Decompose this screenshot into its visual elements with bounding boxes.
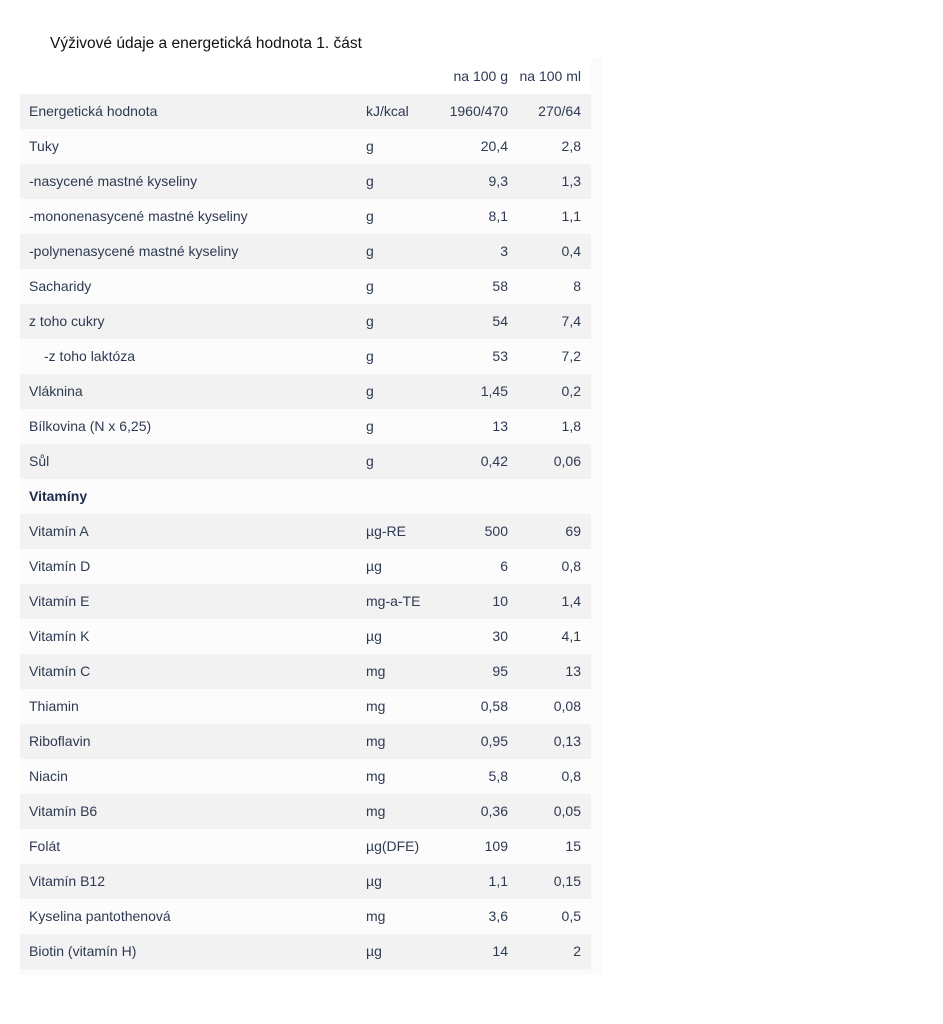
- row-unit: µg: [366, 628, 382, 644]
- row-unit: mg: [366, 698, 386, 714]
- row-per-100g: 14: [492, 943, 508, 959]
- row-per-100ml: 270/64: [538, 103, 581, 119]
- row-name: Sacharidy: [29, 278, 92, 294]
- row-per-100g: 5,8: [488, 768, 508, 784]
- row-per-100ml: 1,3: [561, 173, 581, 189]
- row-per-100ml: 0,15: [553, 873, 581, 889]
- row-per-100ml: 0,5: [561, 908, 581, 924]
- table-body: [20, 94, 602, 969]
- row-name: Vitamín D: [29, 558, 91, 574]
- row-name: -z toho laktóza: [44, 348, 136, 364]
- row-per-100ml: 8: [573, 278, 581, 294]
- row-per-100ml: 0,8: [561, 558, 581, 574]
- row-per-100ml: 0,05: [553, 803, 581, 819]
- row-name: Vitamín C: [29, 663, 91, 679]
- row-unit: mg: [366, 768, 386, 784]
- table-row: [20, 654, 591, 689]
- row-per-100g: 8,1: [488, 208, 508, 224]
- row-per-100ml: 15: [565, 838, 581, 854]
- table-row: [20, 724, 591, 759]
- row-per-100ml: 0,13: [553, 733, 581, 749]
- row-per-100g: 3: [500, 243, 508, 259]
- row-per-100g: 53: [492, 348, 508, 364]
- row-unit: kJ/kcal: [366, 103, 409, 119]
- table-row: [20, 374, 591, 409]
- row-unit: g: [366, 348, 374, 364]
- row-name: Thiamin: [29, 698, 79, 714]
- table-row: [20, 899, 591, 934]
- table-row: [20, 864, 591, 899]
- row-unit: µg: [366, 558, 382, 574]
- document-title: Výživové údaje a energetická hodnota 1. část: [50, 35, 362, 52]
- row-per-100ml: 0,06: [553, 453, 581, 469]
- row-per-100g: 109: [484, 838, 508, 854]
- row-unit: mg: [366, 663, 386, 679]
- row-per-100ml: 0,2: [561, 383, 581, 399]
- row-name: Sůl: [29, 453, 50, 469]
- row-name: Vitamín A: [29, 523, 89, 539]
- row-name: z toho cukry: [29, 313, 105, 329]
- row-per-100ml: 13: [565, 663, 581, 679]
- row-name: Tuky: [29, 138, 59, 154]
- row-per-100ml: 2: [573, 943, 581, 959]
- row-name: Vitamín K: [29, 628, 90, 644]
- table-row: [20, 164, 591, 199]
- row-name: Vitamíny: [29, 488, 88, 504]
- row-name: Vitamín E: [29, 593, 90, 609]
- row-per-100ml: 7,2: [561, 348, 581, 364]
- table-row: [20, 759, 591, 794]
- row-per-100g: 1960/470: [449, 103, 508, 119]
- table-row: [20, 234, 591, 269]
- row-unit: g: [366, 173, 374, 189]
- row-unit: g: [366, 383, 374, 399]
- row-per-100ml: 0,4: [561, 243, 581, 259]
- table-row: [20, 514, 591, 549]
- table-row: [20, 934, 591, 969]
- row-name: -mononenasycené mastné kyseliny: [29, 208, 248, 224]
- row-unit: mg: [366, 803, 386, 819]
- row-per-100ml: 4,1: [561, 628, 581, 644]
- table-row: [20, 619, 591, 654]
- row-name: -polynenasycené mastné kyseliny: [29, 243, 239, 259]
- row-unit: µg: [366, 873, 382, 889]
- row-name: Vláknina: [29, 383, 83, 399]
- row-unit: g: [366, 418, 374, 434]
- row-per-100ml: 7,4: [561, 313, 581, 329]
- row-per-100ml: 2,8: [561, 138, 581, 154]
- row-name: Riboflavin: [29, 733, 91, 749]
- table-row: [20, 829, 591, 864]
- table-row: [20, 549, 591, 584]
- row-unit: g: [366, 278, 374, 294]
- row-per-100g: 54: [492, 313, 508, 329]
- row-per-100g: 10: [492, 593, 508, 609]
- row-name: Bílkovina (N x 6,25): [29, 418, 152, 434]
- row-name: Folát: [29, 838, 61, 854]
- row-per-100g: 1,1: [488, 873, 508, 889]
- row-name: Kyselina pantothenová: [29, 908, 171, 924]
- row-unit: µg-RE: [366, 523, 406, 539]
- table-row: [20, 304, 591, 339]
- row-name: -nasycené mastné kyseliny: [29, 173, 198, 189]
- row-per-100g: 0,42: [480, 453, 508, 469]
- table-row: [20, 94, 591, 129]
- row-per-100ml: 0,8: [561, 768, 581, 784]
- table-header: [20, 58, 591, 94]
- header-per-100ml: na 100 ml: [519, 68, 581, 84]
- table-row: [20, 794, 591, 829]
- row-per-100ml: 1,1: [561, 208, 581, 224]
- table-row: [20, 444, 591, 479]
- row-unit: g: [366, 208, 374, 224]
- row-per-100ml: 69: [565, 523, 581, 539]
- row-per-100ml: 1,4: [561, 593, 581, 609]
- row-name: Biotin (vitamín H): [29, 943, 137, 959]
- row-per-100g: 500: [484, 523, 508, 539]
- row-unit: g: [366, 243, 374, 259]
- row-unit: mg-a-TE: [366, 593, 421, 609]
- row-unit: g: [366, 138, 374, 154]
- table-row: [20, 689, 591, 724]
- row-unit: g: [366, 453, 374, 469]
- row-per-100ml: 1,8: [561, 418, 581, 434]
- row-per-100g: 9,3: [488, 173, 508, 189]
- row-per-100g: 6: [500, 558, 508, 574]
- table-row: [20, 129, 591, 164]
- table-row: [20, 479, 591, 514]
- row-per-100ml: 0,08: [553, 698, 581, 714]
- row-per-100g: 0,95: [480, 733, 508, 749]
- row-per-100g: 3,6: [488, 908, 508, 924]
- row-per-100g: 1,45: [480, 383, 508, 399]
- row-per-100g: 13: [492, 418, 508, 434]
- row-per-100g: 95: [492, 663, 508, 679]
- row-unit: mg: [366, 908, 386, 924]
- row-name: Niacin: [29, 768, 68, 784]
- row-unit: µg: [366, 943, 382, 959]
- row-name: Vitamín B6: [29, 803, 98, 819]
- row-unit: mg: [366, 733, 386, 749]
- row-per-100g: 30: [492, 628, 508, 644]
- row-unit: µg(DFE): [366, 838, 420, 854]
- row-per-100g: 0,36: [480, 803, 508, 819]
- table-row: [20, 339, 591, 374]
- table-row: [20, 584, 591, 619]
- table-row: [20, 199, 591, 234]
- nutrition-table: [20, 58, 602, 975]
- header-per-100g: na 100 g: [453, 68, 508, 84]
- row-name: Energetická hodnota: [29, 103, 158, 119]
- table-row: [20, 409, 591, 444]
- row-per-100g: 0,58: [480, 698, 508, 714]
- table-row: [20, 269, 591, 304]
- row-unit: g: [366, 313, 374, 329]
- row-per-100g: 20,4: [480, 138, 508, 154]
- row-per-100g: 58: [492, 278, 508, 294]
- row-name: Vitamín B12: [29, 873, 106, 889]
